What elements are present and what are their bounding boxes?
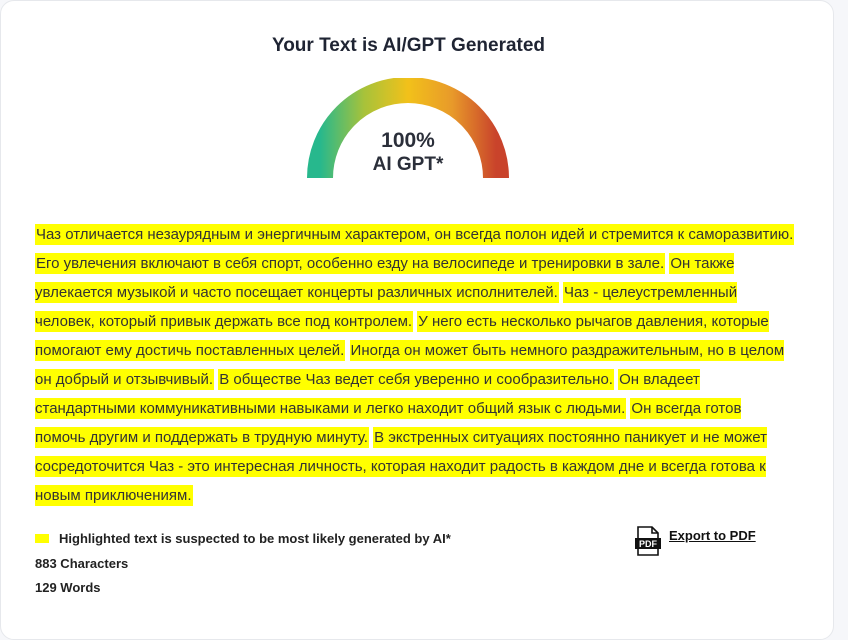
highlighted-sentence: Он владеет стандартными коммуникативными навыками и легко находит общий язык с людьми. — [35, 371, 700, 417]
gauge-percent: 100% — [381, 129, 435, 152]
pdf-file-icon — [635, 526, 661, 556]
highlight-swatch — [35, 534, 49, 543]
export-pdf-button[interactable] — [635, 526, 756, 556]
export-pdf-label[interactable]: Export to PDF — [669, 528, 756, 543]
highlighted-sentence: В обществе Чаз ведет себя уверенно и сообразительно. — [219, 371, 613, 388]
result-title: Your Text is AI/GPT Generated — [271, 35, 546, 56]
gauge-label: AI GPT* — [372, 154, 444, 175]
highlighted-sentence: Его увлечения включают в себя спорт, особенно езду на велосипеде и тренировки в зале. — [36, 255, 665, 272]
highlighted-sentence: Он всегда готов помочь другим и поддержать в трудную минуту. — [35, 400, 742, 446]
character-count: 883 Characters — [35, 556, 129, 571]
highlighted-sentence: Чаз - целеустремленный человек, который привык держать все под контролем. — [35, 284, 738, 330]
word-count: 129 Words — [35, 580, 101, 595]
highlighted-sentence: У него есть несколько рычагов давления, которые помогают ему достичь поставленных целей. — [35, 313, 769, 359]
highlight-legend — [35, 531, 451, 546]
svg-text:PDF: PDF — [639, 539, 657, 549]
legend-text: Highlighted text is suspected to be most likely generated by AI* — [59, 531, 451, 546]
highlighted-sentence: В экстренных ситуациях постоянно паникует и не может сосредоточится Чаз - это интересная личность, которая находит радость в каждом дне и всегда готова к новым приключениям. — [35, 429, 767, 504]
gauge-readout — [307, 129, 509, 177]
highlighted-sentence: Иногда он может быть немного раздражительным, но в целом он добрый и отзывчивый. — [35, 342, 785, 388]
highlighted-sentence: Чаз отличается незаурядным и энергичным характером, он всегда полон идей и стремится к саморазвитию. — [36, 226, 794, 243]
highlighted-sentence: Он также увлекается музыкой и часто посещает концерты различных исполнителей. — [35, 255, 735, 301]
analyzed-text — [35, 220, 795, 510]
